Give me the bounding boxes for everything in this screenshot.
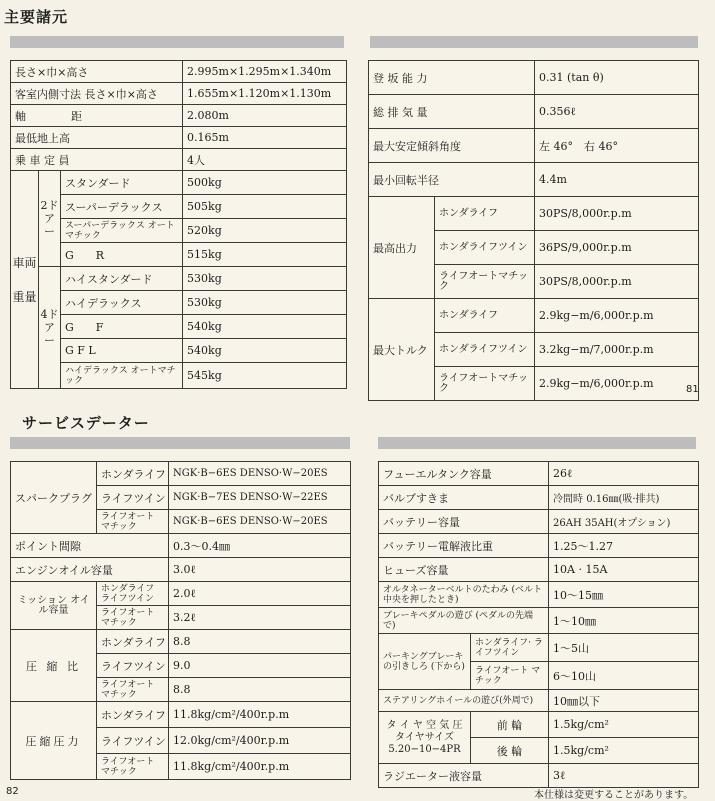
perf-value: 4.4m (535, 163, 699, 197)
tire-pressure-value: 1.5kg/cm² (549, 712, 699, 738)
compression-ratio-value: 8.8 (169, 678, 351, 702)
torque-model: ホンダライフ (435, 299, 535, 333)
spec-label: 最低地上高 (11, 127, 183, 149)
compression-ratio-model: ライフオート マチック (97, 678, 169, 702)
service-label: バッテリー電解液比重 (379, 534, 549, 558)
service-label: ヒューズ容量 (379, 558, 549, 582)
header-band-right-top (370, 36, 698, 48)
max-output-label: 最高出力 (369, 197, 435, 299)
max-torque-label: 最大トルク (369, 299, 435, 401)
service-value: 26ℓ (549, 462, 699, 486)
four-door-label: 4ドアー (39, 267, 61, 389)
weight-item-value: 540kg (183, 315, 347, 339)
weight-item-name: G R (61, 243, 183, 267)
perf-value: 0.356ℓ (535, 95, 699, 129)
spark-plug-label: スパークプラグ (11, 462, 97, 534)
mission-oil-value: 3.2ℓ (169, 606, 351, 630)
parking-brake-value: 6〜10山 (549, 662, 699, 690)
weight-item-value: 515kg (183, 243, 347, 267)
torque-model: ライフオートマチック (435, 367, 535, 401)
point-gap-value: 0.3〜0.4㎜ (169, 534, 351, 558)
perf-label: 最大安定傾斜角度 (369, 129, 535, 163)
tire-size-label: タイヤサイズ (395, 731, 454, 743)
service-label: ブレーキペダルの遊び (ペダルの先端で) (379, 608, 549, 634)
footnote: 本仕様は変更することがあります。 (534, 790, 694, 801)
radiator-label: ラジエーター液容量 (379, 764, 549, 788)
header-band-right-bottom (378, 437, 696, 449)
torque-model: ホンダライフツイン (435, 333, 535, 367)
compression-pressure-value: 11.8kg/cm²/400r.p.m (169, 754, 351, 780)
compression-pressure-value: 12.0kg/cm²/400r.p.m (169, 728, 351, 754)
mission-oil-model: ホンダライフ ライフツイン (97, 582, 169, 606)
spec-label: 軸 距 (11, 105, 183, 127)
spec-value: 0.165m (183, 127, 347, 149)
service-value: 26AH 35AH(オプション) (549, 510, 699, 534)
output-model: ホンダライフ (435, 197, 535, 231)
output-value: 36PS/9,000r.p.m (535, 231, 699, 265)
weight-item-name: ハイデラックス オートマチック (61, 363, 183, 389)
weight-item-name: G F (61, 315, 183, 339)
output-model: ライフオートマチック (435, 265, 535, 299)
steering-play-value: 10㎜以下 (549, 690, 699, 712)
output-value: 30PS/8,000r.p.m (535, 265, 699, 299)
tire-position: 前 輪 (471, 712, 549, 738)
spec-label: 乗 車 定 員 (11, 149, 183, 171)
spark-value: NGK·B−6ES DENSO·W−20ES (169, 462, 351, 486)
engine-oil-label: エンジンオイル容量 (11, 558, 169, 582)
mission-oil-model: ライフオート マチック (97, 606, 169, 630)
compression-ratio-model: ホンダライフ (97, 630, 169, 654)
spark-value: NGK·B−6ES DENSO·W−20ES (169, 510, 351, 534)
weight-item-value: 500kg (183, 171, 347, 195)
weight-item-name: スーパーデラックス オートマチック (61, 219, 183, 243)
engine-oil-value: 3.0ℓ (169, 558, 351, 582)
spark-model: ライフツイン (97, 486, 169, 510)
service-table-right (378, 461, 699, 788)
weight-item-name: スーパーデラックス (61, 195, 183, 219)
tire-position: 後 輪 (471, 738, 549, 764)
weight-item-value: 545kg (183, 363, 347, 389)
service-table (10, 461, 351, 780)
weight-item-value: 505kg (183, 195, 347, 219)
weight-item-value: 520kg (183, 219, 347, 243)
parking-brake-label: パーキングブレーキの引きしろ (下から) (379, 634, 471, 690)
weight-item-value: 540kg (183, 339, 347, 363)
spark-model: ライフオート マチック (97, 510, 169, 534)
weight-item-name: ハイデラックス (61, 291, 183, 315)
compression-pressure-model: ホンダライフ (97, 702, 169, 728)
tire-size-value: 5.20−10−4PR (388, 743, 461, 755)
spark-value: NGK·B−7ES DENSO·W−22ES (169, 486, 351, 510)
compression-pressure-value: 11.8kg/cm²/400r.p.m (169, 702, 351, 728)
radiator-value: 3ℓ (549, 764, 699, 788)
weight-item-name: G F L (61, 339, 183, 363)
compression-pressure-model: ライフオート マチック (97, 754, 169, 780)
spec-label: 長さ×巾×高さ (11, 61, 183, 83)
compression-pressure-label: 圧縮圧力 (11, 702, 97, 780)
header-band-left-top (10, 36, 344, 48)
service-value: 冷間時 0.16㎜(吸·排共) (549, 486, 699, 510)
service-label: バルブすきま (379, 486, 549, 510)
output-model: ホンダライフツイン (435, 231, 535, 265)
parking-brake-value: 1〜5山 (549, 634, 699, 662)
spec-value: 2.080m (183, 105, 347, 127)
parking-brake-model: ホンダライフ· ライフツイン (471, 634, 549, 662)
header-band-left-bottom (10, 437, 350, 449)
perf-label: 総 排 気 量 (369, 95, 535, 129)
torque-value: 2.9kg−m/6,000r.p.m (535, 367, 699, 401)
tire-label-cell (379, 712, 471, 764)
tire-pressure-value: 1.5kg/cm² (549, 738, 699, 764)
spec-label: 客室内側寸法 長さ×巾×高さ (11, 83, 183, 105)
weight-group-label: 車両重量 (11, 171, 39, 389)
page-number-left: 82 (6, 786, 19, 797)
output-value: 30PS/8,000r.p.m (535, 197, 699, 231)
weight-item-value: 530kg (183, 291, 347, 315)
spec-value: 1.655m×1.120m×1.130m (183, 83, 347, 105)
mission-oil-value: 2.0ℓ (169, 582, 351, 606)
service-label: フューエルタンク容量 (379, 462, 549, 486)
service-value: 10〜15㎜ (549, 582, 699, 608)
compression-ratio-value: 8.8 (169, 630, 351, 654)
parking-brake-model: ライフオート マチック (471, 662, 549, 690)
spec-value: 4人 (183, 149, 347, 171)
spec-value: 2.995m×1.295m×1.340m (183, 61, 347, 83)
compression-ratio-label: 圧 縮 比 (11, 630, 97, 702)
compression-pressure-model: ライフツイン (97, 728, 169, 754)
page-title-main-specs: 主要諸元 (4, 8, 69, 26)
spark-model: ホンダライフ (97, 462, 169, 486)
service-label: オルタネーターベルトのたわみ (ベルト中央を押したとき) (379, 582, 549, 608)
service-value: 1.25〜1.27 (549, 534, 699, 558)
compression-ratio-model: ライフツイン (97, 654, 169, 678)
mission-oil-label: ミッション オイル容量 (11, 582, 97, 630)
weight-item-value: 530kg (183, 267, 347, 291)
service-value: 10A · 15A (549, 558, 699, 582)
service-label: バッテリー容量 (379, 510, 549, 534)
steering-play-label: ステアリングホイールの遊び(外周で) (379, 690, 549, 712)
torque-value: 3.2kg−m/7,000r.p.m (535, 333, 699, 367)
perf-label: 最小回転半径 (369, 163, 535, 197)
page-title-service-data: サービスデーター (22, 414, 150, 432)
torque-value: 2.9kg−m/6,000r.p.m (535, 299, 699, 333)
compression-ratio-value: 9.0 (169, 654, 351, 678)
two-door-label: 2ドアー (39, 171, 61, 267)
performance-table (368, 60, 699, 401)
perf-label: 登 坂 能 力 (369, 61, 535, 95)
weight-item-name: スタンダード (61, 171, 183, 195)
service-value: 1〜10㎜ (549, 608, 699, 634)
page-number-right: 81 (686, 384, 699, 395)
tire-pressure-label: タ イ ヤ 空 気 圧 (386, 719, 463, 731)
main-specs-table (10, 60, 347, 389)
perf-value: 0.31 (tan θ) (535, 61, 699, 95)
weight-item-name: ハイスタンダード (61, 267, 183, 291)
perf-value: 左 46° 右 46° (535, 129, 699, 163)
point-gap-label: ポイント間隙 (11, 534, 169, 558)
